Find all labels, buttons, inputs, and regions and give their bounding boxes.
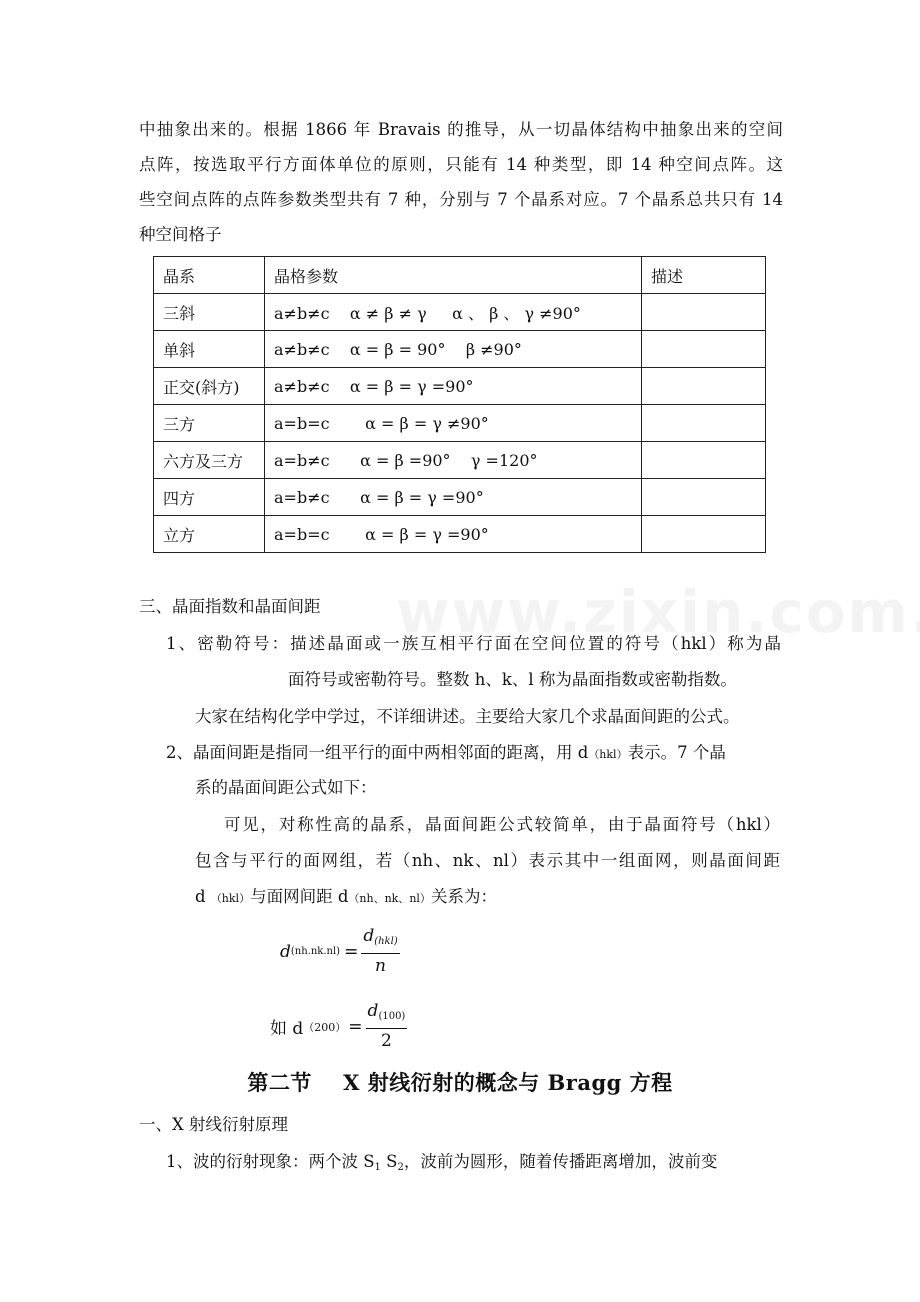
text-run: 表示。7 个晶 bbox=[627, 743, 726, 762]
paragraph-line: 点阵，按选取平行方面体单位的原则，只能有 14 种类型，即 14 种空间点阵。这 bbox=[139, 155, 783, 174]
formula-lhs-subscript: (nh.nk.nl) bbox=[290, 946, 341, 957]
subscript: 2 bbox=[397, 1162, 404, 1173]
paragraph-line: 些空间点阵的点阵参数类型共有 7 种，分别与 7 个晶系对应。7 个晶系总共只有 14 bbox=[139, 190, 783, 209]
text-run: 1、波的衍射现象：两个波 S bbox=[166, 1152, 375, 1171]
formula-lhs: d bbox=[280, 941, 291, 962]
desc-cell bbox=[642, 331, 766, 368]
list-item-line: 1、密勒符号：描述晶面或一族互相平行面在空间位置的符号（hkl）称为晶 bbox=[166, 634, 781, 653]
text-run: ，波前为圆形，随着传播距离增加，波前变 bbox=[403, 1152, 718, 1171]
header-cell: 晶格参数 bbox=[265, 257, 642, 294]
table-row bbox=[154, 516, 766, 553]
system-cell: 三斜 bbox=[154, 294, 265, 331]
formula-example bbox=[270, 1000, 407, 1053]
numerator-symbol: d bbox=[367, 1001, 379, 1021]
system-cell: 四方 bbox=[154, 479, 265, 516]
params-cell: a≠b≠c α ≠ β ≠ γ α 、 β 、 γ ≠90° bbox=[265, 294, 642, 331]
crystal-system-table bbox=[153, 256, 766, 553]
formula-numerator bbox=[366, 1000, 408, 1029]
numerator-subscript: (hkl) bbox=[374, 936, 398, 947]
section-heading: 第二节 X 射线衍射的概念与 Bragg 方程 bbox=[247, 1070, 673, 1095]
system-cell: 三方 bbox=[154, 405, 265, 442]
subscript: （hkl） bbox=[210, 892, 251, 905]
paragraph-line bbox=[195, 885, 497, 911]
paragraph-line: 可见，对称性高的晶系，晶面间距公式较简单，由于晶面符号（hkl） bbox=[224, 815, 780, 834]
table-header-row bbox=[154, 257, 766, 294]
list-item-line bbox=[166, 741, 726, 767]
table-row bbox=[154, 479, 766, 516]
table-row bbox=[154, 405, 766, 442]
desc-cell bbox=[642, 442, 766, 479]
params-cell: a≠b≠c α = β = 90° β ≠90° bbox=[265, 331, 642, 368]
paragraph-line: 包含与平行的面网组，若（nh、nk、nl）表示其中一组面网，则晶面间距 bbox=[195, 851, 780, 870]
desc-cell bbox=[642, 479, 766, 516]
system-cell: 正交(斜方) bbox=[154, 368, 265, 405]
system-cell: 立方 bbox=[154, 516, 265, 553]
list-item-line: 系的晶面间距公式如下： bbox=[195, 778, 377, 797]
formula-equals: = bbox=[348, 1016, 363, 1037]
table-row bbox=[154, 368, 766, 405]
formula-equals: = bbox=[344, 941, 359, 962]
table-row bbox=[154, 442, 766, 479]
params-cell: a≠b≠c α = β = γ =90° bbox=[265, 368, 642, 405]
subscript: 1 bbox=[374, 1162, 381, 1173]
paragraph-line: 中抽象出来的。根据 1866 年 Bravais 的推导，从一切晶体结构中抽象出来的空间 bbox=[139, 120, 783, 139]
desc-cell bbox=[642, 368, 766, 405]
system-cell: 单斜 bbox=[154, 331, 265, 368]
header-cell: 描述 bbox=[642, 257, 766, 294]
formula-fraction bbox=[366, 1000, 408, 1053]
text-run: S bbox=[380, 1152, 398, 1171]
formula-fraction bbox=[361, 925, 399, 978]
subscript: （nh、nk、nl） bbox=[348, 892, 431, 905]
desc-cell bbox=[642, 516, 766, 553]
subscript: （hkl） bbox=[588, 748, 628, 761]
params-cell: a=b≠c α = β = γ =90° bbox=[265, 479, 642, 516]
formula-denominator: n bbox=[375, 956, 386, 976]
params-cell: a=b=c α = β = γ =90° bbox=[265, 516, 642, 553]
section-title: 一、X 射线衍射原理 bbox=[139, 1115, 288, 1134]
text-run: 2、晶面间距是指同一组平行的面中两相邻面的距离，用 d bbox=[166, 743, 589, 762]
formula-numerator bbox=[361, 925, 399, 954]
params-cell: a=b=c α = β = γ ≠90° bbox=[265, 405, 642, 442]
formula-prefix-subscript: （200） bbox=[303, 1020, 347, 1034]
section-title: 三、晶面指数和晶面间距 bbox=[139, 597, 321, 616]
numerator-subscript: (100) bbox=[378, 1011, 406, 1022]
text-run: 与面网间距 d bbox=[250, 887, 349, 906]
formula-denominator: 2 bbox=[381, 1031, 392, 1051]
paragraph-line: 种空间格子 bbox=[139, 225, 222, 244]
table-row bbox=[154, 331, 766, 368]
numerator-symbol: d bbox=[363, 926, 375, 946]
formula-spacing-relation bbox=[280, 925, 400, 978]
system-cell: 六方及三方 bbox=[154, 442, 265, 479]
table-row bbox=[154, 294, 766, 331]
header-cell: 晶系 bbox=[154, 257, 265, 294]
desc-cell bbox=[642, 294, 766, 331]
list-item-line: 大家在结构化学中学过，不详细讲述。主要给大家几个求晶面间距的公式。 bbox=[195, 707, 740, 726]
list-item-line bbox=[166, 1150, 717, 1180]
desc-cell bbox=[642, 405, 766, 442]
list-item-line: 面符号或密勒符号。整数 h、k、l 称为晶面指数或密勒指数。 bbox=[288, 670, 737, 689]
text-run: d bbox=[195, 887, 206, 906]
params-cell: a=b≠c α = β =90° γ =120° bbox=[265, 442, 642, 479]
text-run: 关系为： bbox=[430, 887, 497, 906]
formula-prefix: 如 d bbox=[270, 1019, 304, 1039]
